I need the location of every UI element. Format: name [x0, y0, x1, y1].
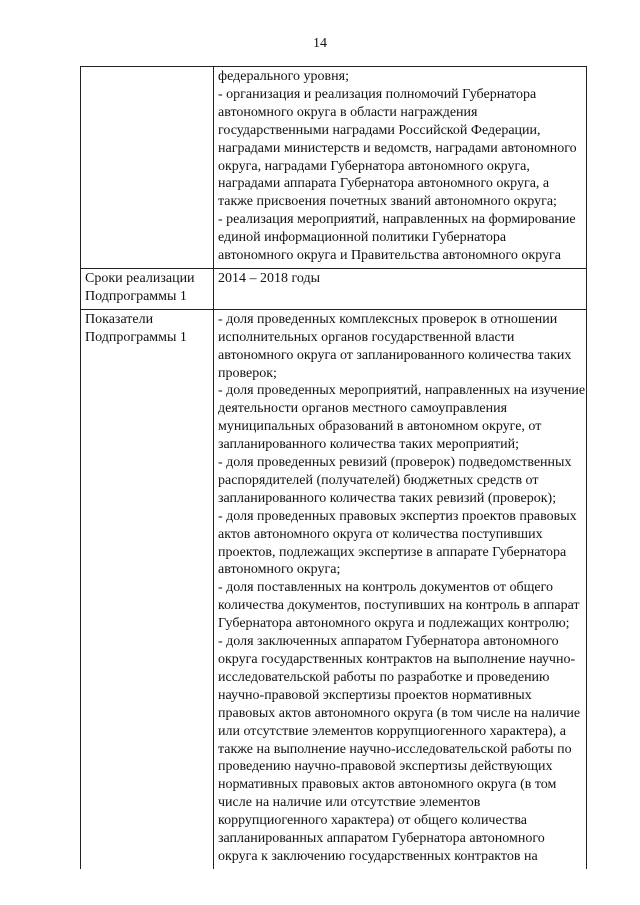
row-content-line: Губернатора автономного округа и подлежащих контролю; — [218, 616, 570, 632]
row-content-line: муниципальных образований в автономном округе, от — [218, 419, 542, 435]
row-content-cell — [214, 67, 587, 269]
row-content-line: государственными наградами Российской Федерации, — [218, 122, 541, 138]
row-content-line: научно-правовой экспертизы проектов нормативных — [218, 687, 532, 703]
passport-table — [80, 66, 587, 869]
row-content-line: запланированного количества таких ревизий (проверок); — [218, 490, 557, 506]
row-content-line: нормативных правовых актов автономного округа (в том — [218, 777, 557, 793]
row-content-line: 2014 – 2018 годы — [218, 270, 321, 286]
table-row — [81, 268, 587, 309]
row-content-line: - реализация мероприятий, направленных на формирование — [218, 212, 576, 228]
table-body — [81, 67, 587, 869]
row-content-line: исследовательской работы по разработке и проведению — [218, 669, 550, 685]
row-content-line: автономного округа и Правительства автономного округа — [218, 248, 561, 264]
row-content-line: автономного округа в области награждения — [218, 104, 478, 120]
row-content-cell — [214, 268, 587, 309]
row-content-line: - доля проведенных мероприятий, направленных на изучение — [218, 383, 586, 399]
row-label-cell — [81, 309, 214, 869]
row-content-line: коррупциогенного характера) от общего количества — [218, 813, 528, 829]
row-label-line: Показатели — [85, 311, 154, 327]
row-content-line: - доля поставленных на контроль документов от общего — [218, 580, 553, 596]
row-content-line: запланированных аппаратом Губернатора автономного — [218, 831, 545, 847]
row-content-line: - организация и реализация полномочий Губернатора — [218, 86, 537, 102]
row-content-line: также на выполнение научно-исследовательской работы по — [218, 741, 572, 757]
row-content-line: деятельности органов местного самоуправления — [218, 401, 508, 417]
row-content-line: округа к заключению государственных контрактов на — [218, 848, 538, 864]
row-label-line: Подпрограммы 1 — [85, 329, 187, 345]
row-content-line: запланированного количества таких мероприятий; — [218, 437, 519, 453]
row-content-line: наградами аппарата Губернатора автономного округа, а — [218, 176, 550, 192]
row-content-cell — [214, 309, 587, 869]
row-content-line: также присвоения почетных званий автономного округа; — [218, 194, 557, 210]
row-label-cell — [81, 67, 214, 269]
row-content-line: автономного округа; — [218, 562, 341, 578]
row-content-line: - доля проведенных комплексных проверок в отношении — [218, 311, 558, 327]
row-content-line: исполнительных органов государственной власти — [218, 329, 515, 345]
row-content-line: округа, наградами Губернатора автономного округа, — [218, 158, 530, 174]
row-content-line: федерального уровня; — [218, 69, 349, 84]
row-content-line: количества документов, поступивших на контроль в аппарат — [218, 598, 580, 614]
row-content-line: правовых актов автономного округа (в том числе на наличие — [218, 705, 581, 721]
row-content-line: или отсутствие элементов коррупциогенного характера), а — [218, 723, 566, 739]
row-content-line: - доля проведенных ревизий (проверок) подведомственных — [218, 455, 572, 471]
page-number: 14 — [313, 36, 327, 51]
row-label-line: Сроки реализации — [85, 270, 195, 286]
row-content-line: - доля проведенных правовых экспертиз проектов правовых — [218, 508, 577, 524]
row-content-line: проектов, подлежащих экспертизе в аппарате Губернатора — [218, 544, 567, 560]
row-content-line: распорядителей (получателей) бюджетных средств от — [218, 472, 539, 488]
row-label-line: Подпрограммы 1 — [85, 288, 187, 304]
row-content-line: числе на наличие или отсутствие элементов — [218, 795, 481, 811]
row-content-line: - доля заключенных аппаратом Губернатора автономного — [218, 634, 559, 650]
row-content-line: наградами министерств и ведомств, наградами автономного — [218, 140, 577, 156]
row-label-cell — [81, 268, 214, 309]
row-content-line: автономного округа от запланированного количества таких — [218, 347, 572, 363]
table-row — [81, 67, 587, 269]
row-content-line: округа государственных контрактов на выполнение научно- — [218, 652, 576, 667]
table-row — [81, 309, 587, 869]
row-content-line: актов автономного округа от количества поступивших — [218, 526, 543, 542]
row-content-line: единой информационной политики Губернатора — [218, 230, 507, 246]
row-content-line: проведению научно-правовой экспертизы действующих — [218, 759, 553, 775]
row-content-line: проверок; — [218, 365, 277, 381]
